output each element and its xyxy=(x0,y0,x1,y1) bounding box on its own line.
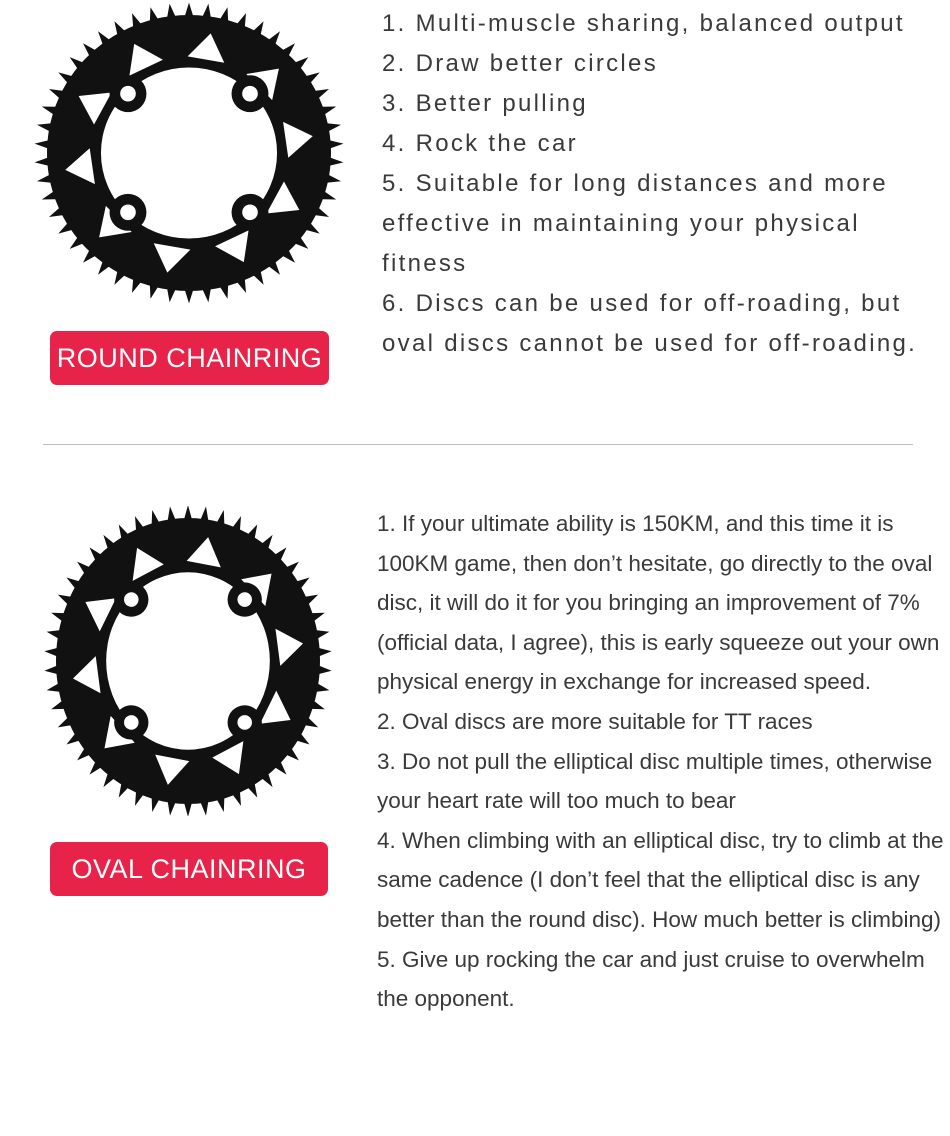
round-chainring-section xyxy=(0,0,950,420)
round-feature-item: 3. Better pulling xyxy=(382,90,588,117)
section-divider xyxy=(43,444,913,445)
round-feature-item: 4. Rock the car xyxy=(382,130,578,157)
oval-feature-item: 1. If your ultimate ability is 150KM, and this time it is 100KM game, then don’t hesitate, go directly to the oval disc, it will do it for you bringing an improvement of 7% (official data, I agree), this is early squeeze out your own physical energy in exchange for increased speed. xyxy=(377,511,940,695)
round-chainring-icon xyxy=(32,0,346,306)
oval-chainring-section xyxy=(0,470,950,1136)
oval-feature-item: 3. Do not pull the elliptical disc multiple times, otherwise your heart rate will too much to bear xyxy=(377,748,933,814)
round-feature-item: 6. Discs can be used for off-roading, but oval discs cannot be used for off-roading. xyxy=(382,290,918,357)
round-feature-item: 2. Draw better circles xyxy=(382,50,658,77)
oval-feature-item: 4. When climbing with an elliptical disc, try to climb at the same cadence (I don’t feel that the elliptical disc is any better than the round disc). How much better is climbing) xyxy=(377,827,944,932)
oval-chainring-icon xyxy=(40,506,336,816)
round-feature-item: 1. Multi-muscle sharing, balanced output xyxy=(382,10,905,37)
round-chainring-label: ROUND CHAINRING xyxy=(50,331,329,385)
oval-features-list xyxy=(377,504,945,1019)
oval-feature-item: 5. Give up rocking the car and just cruise to overwhelm the opponent. xyxy=(377,946,925,1012)
round-feature-item: 5. Suitable for long distances and more effective in maintaining your physical fitness xyxy=(382,170,888,277)
oval-feature-item: 2. Oval discs are more suitable for TT races xyxy=(377,708,813,734)
round-features-list xyxy=(382,4,942,364)
oval-chainring-label: OVAL CHAINRING xyxy=(50,842,328,896)
